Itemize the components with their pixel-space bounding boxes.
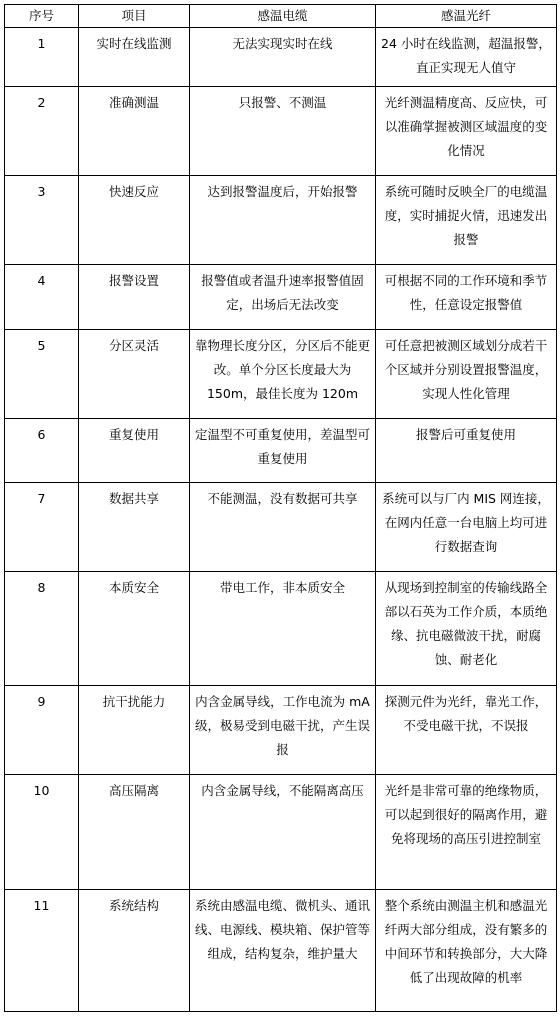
cell-cable: 达到报警温度后，开始报警	[190, 176, 376, 265]
table-body	[5, 28, 557, 1012]
cell-fiber: 从现场到控制室的传输线路全部以石英为工作介质，本质绝缘、抗电磁微波干扰，耐腐蚀、耐老化	[376, 572, 557, 686]
cell-cable: 内含金属导线，不能隔离高压	[190, 775, 376, 889]
cell-fiber: 系统可以与厂内 MIS 网连接，在网内任意一台电脑上均可进行数据查询	[376, 483, 557, 572]
header-no: 序号	[5, 5, 79, 28]
table-row	[5, 87, 557, 176]
table-row	[5, 176, 557, 265]
cell-item: 抗干扰能力	[79, 686, 190, 775]
cell-no: 11	[5, 889, 79, 1011]
cell-item: 实时在线监测	[79, 28, 190, 87]
comparison-table	[4, 4, 557, 1012]
cell-cable: 带电工作，非本质安全	[190, 572, 376, 686]
cell-cable: 无法实现实时在线	[190, 28, 376, 87]
cell-item: 重复使用	[79, 418, 190, 482]
table-row	[5, 418, 557, 482]
cell-fiber: 整个系统由测温主机和感温光纤两大部分组成，没有繁多的中间环节和转换部分，大大降低了出现故障的机率	[376, 889, 557, 1011]
cell-no: 6	[5, 418, 79, 482]
header-item: 项目	[79, 5, 190, 28]
cell-no: 8	[5, 572, 79, 686]
cell-no: 4	[5, 265, 79, 329]
cell-fiber: 光纤是非常可靠的绝缘物质，可以起到很好的隔离作用，避免将现场的高压引进控制室	[376, 775, 557, 889]
cell-cable: 报警值或者温升速率报警值固定，出场后无法改变	[190, 265, 376, 329]
cell-no: 9	[5, 686, 79, 775]
cell-fiber: 可任意把被测区域划分成若干个区域并分别设置报警温度，实现人性化管理	[376, 329, 557, 418]
table-row	[5, 265, 557, 329]
cell-fiber: 24 小时在线监测，超温报警，直正实现无人值守	[376, 28, 557, 87]
cell-fiber: 报警后可重复使用	[376, 418, 557, 482]
cell-cable: 只报警、不测温	[190, 87, 376, 176]
cell-no: 2	[5, 87, 79, 176]
cell-cable: 定温型不可重复使用，差温型可重复使用	[190, 418, 376, 482]
table-header-row	[5, 5, 557, 28]
table-row	[5, 889, 557, 1011]
cell-item: 系统结构	[79, 889, 190, 1011]
table-row	[5, 775, 557, 889]
cell-item: 快速反应	[79, 176, 190, 265]
cell-cable: 不能测温，没有数据可共享	[190, 483, 376, 572]
cell-no: 7	[5, 483, 79, 572]
cell-fiber: 探测元件为光纤，靠光工作，不受电磁干扰，不误报	[376, 686, 557, 775]
cell-fiber: 光纤测温精度高、反应快，可以准确掌握被测区域温度的变化情况	[376, 87, 557, 176]
cell-item: 数据共享	[79, 483, 190, 572]
cell-no: 3	[5, 176, 79, 265]
cell-item: 本质安全	[79, 572, 190, 686]
cell-no: 10	[5, 775, 79, 889]
cell-item: 分区灵活	[79, 329, 190, 418]
cell-item: 准确测温	[79, 87, 190, 176]
table-row	[5, 483, 557, 572]
header-cable: 感温电缆	[190, 5, 376, 28]
cell-cable: 内含金属导线，工作电流为 mA 级，极易受到电磁干扰，产生误报	[190, 686, 376, 775]
cell-no: 1	[5, 28, 79, 87]
cell-cable: 靠物理长度分区，分区后不能更改。单个分区长度最大为 150m，最佳长度为 120m	[190, 329, 376, 418]
cell-item: 高压隔离	[79, 775, 190, 889]
cell-fiber: 可根据不同的工作环境和季节性，任意设定报警值	[376, 265, 557, 329]
header-fiber: 感温光纤	[376, 5, 557, 28]
table-row	[5, 329, 557, 418]
cell-cable: 系统由感温电缆、微机头、通讯线、电源线、模块箱、保护管等组成，结构复杂，维护量大	[190, 889, 376, 1011]
cell-item: 报警设置	[79, 265, 190, 329]
table-row	[5, 686, 557, 775]
table-row	[5, 28, 557, 87]
cell-fiber: 系统可随时反映全厂的电缆温度，实时捕捉火情，迅速发出报警	[376, 176, 557, 265]
table-row	[5, 572, 557, 686]
cell-no: 5	[5, 329, 79, 418]
